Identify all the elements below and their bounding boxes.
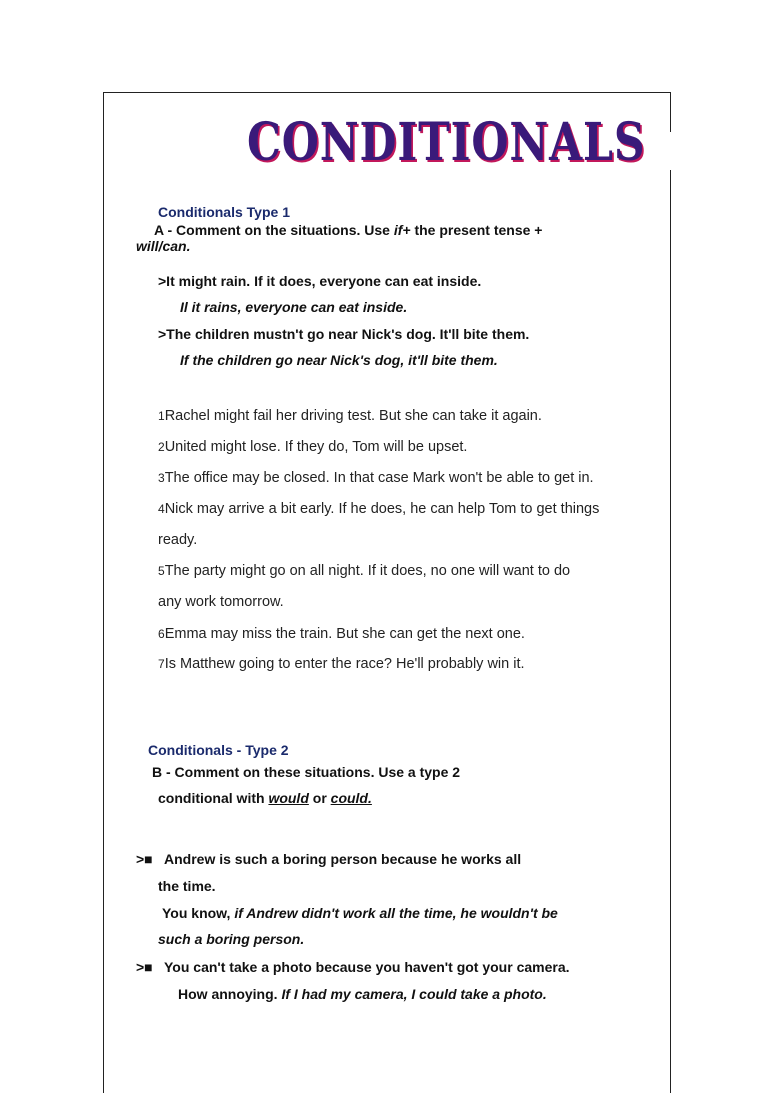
section2-instruction: B - Comment on these situations. Use a type 2: [152, 764, 461, 780]
section2-heading: Conditionals - Type 2: [148, 742, 289, 758]
exercise-item-1: 1Rachel might fail her driving test. But she can take it again.: [158, 408, 542, 424]
type2-example2-answer: How annoying. If I had my camera, I could take a photo.: [178, 986, 547, 1002]
type2-example1-prompt-cont: the time.: [158, 878, 216, 894]
type2-example2-prompt: You can't take a photo because you haven't got your camera.: [164, 959, 570, 975]
type2-example1-answer-cont: such a boring person.: [158, 931, 305, 947]
section1-instruction-cont: will/can.: [136, 238, 191, 254]
exercise-item-7: 7Is Matthew going to enter the race? He'll probably win it.: [158, 656, 525, 672]
exercise-item-5: 5The party might go on all night. If it does, no one will want to do: [158, 563, 571, 579]
type2-example2-marker: >■: [136, 959, 153, 975]
type2-example1-prompt: Andrew is such a boring person because he works all: [164, 851, 522, 867]
example2-prompt: >The children mustn't go near Nick's dog. It'll bite them.: [158, 326, 530, 342]
exercise-item-3: 3The office may be closed. In that case Mark won't be able to get in.: [158, 470, 594, 486]
section1-heading: Conditionals Type 1: [158, 204, 290, 220]
exercise-item-5-cont: any work tomorrow.: [158, 594, 284, 610]
exercise-item-6: 6Emma may miss the train. But she can get the next one.: [158, 626, 525, 642]
exercise-item-2: 2United might lose. If they do, Tom will be upset.: [158, 439, 468, 455]
section2-instruction-cont: conditional with would or could.: [158, 790, 372, 806]
exercise-item-4-cont: ready.: [158, 532, 198, 548]
example1-prompt: >It might rain. If it does, everyone can eat inside.: [158, 273, 482, 289]
border-gap: [669, 132, 671, 170]
example2-answer: If the children go near Nick's dog, it'll bite them.: [180, 352, 498, 368]
section1-instruction: A - Comment on the situations. Use if+ the present tense +: [154, 222, 543, 238]
page-title: CONDITIONALS: [247, 112, 646, 173]
type2-example1-marker: >■: [136, 851, 153, 867]
type2-example1-answer: You know, if Andrew didn't work all the time, he wouldn't be: [162, 905, 558, 921]
exercise-item-4: 4Nick may arrive a bit early. If he does, he can help Tom to get things: [158, 501, 600, 517]
example1-answer: Il it rains, everyone can eat inside.: [180, 299, 408, 315]
